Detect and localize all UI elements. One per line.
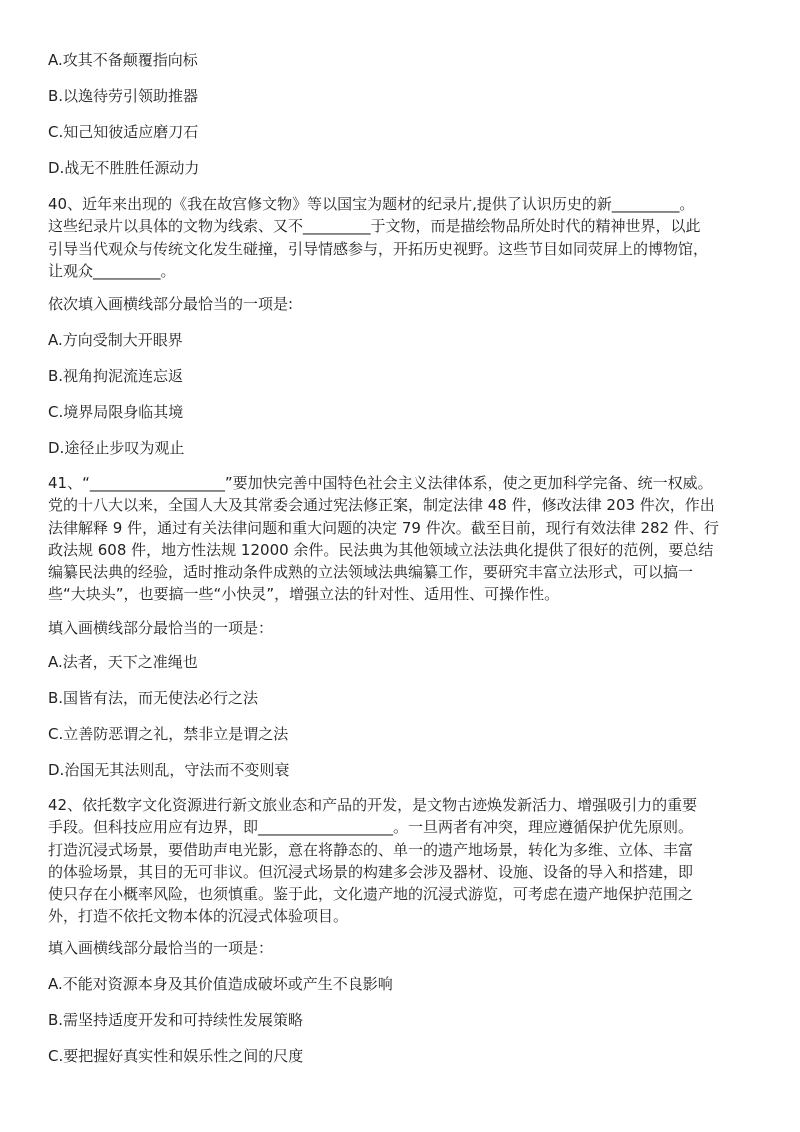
q41-stem (48, 472, 762, 606)
q40-option-d: D.途径止步叹为观止 (48, 439, 185, 457)
q40-stem (48, 193, 762, 282)
q41-stem-line: 41、“__________________”要加快完善中国特色社会主义法律体系，使之更加科学完备、统一权威。 (48, 474, 713, 492)
q42-prompt: 填入画横线部分最恰当的一项是： (48, 939, 274, 957)
q41-option-a: A.法者，天下之准绳也 (48, 653, 198, 671)
q40-stem-line: 让观众_________。 (48, 261, 176, 280)
q41-stem-line: 编纂民法典的经验，适时推动条件成熟的立法领域法典编纂工作，要研究丰富立法形式，可以搞一 (48, 563, 694, 582)
q41-stem-line: 政法规 608 件，地方性法规 12000 余件。民法典为其他领域立法法典化提供了很好的范例，要总结 (48, 540, 714, 559)
q40-stem-line: 引导当代观众与传统文化发生碰撞，引导情感参与，开拓历史视野。这些节目如同荧屏上的博物馆， (48, 239, 709, 258)
q40-stem-line: 这些纪录片以具体的文物为线索、又不_________于文物，而是描绘物品所处时代的精神世界，以此 (48, 217, 701, 236)
q39-option-c: C.知己知彼适应磨刀石 (48, 123, 199, 141)
q40-option-a: A.方向受制大开眼界 (48, 331, 183, 349)
q42-stem-line: 的体验场景，其目的无可非议。但沉浸式场景的构建多会涉及器材、设施、设备的导入和搭建，即 (48, 862, 694, 881)
q42-stem-line: 使只存在小概率风险，也须慎重。鉴于此，文化遗产地的沉浸式游览，可考虑在遗产地保护范围之 (48, 885, 694, 904)
q41-stem-line: 党的十八大以来，全国人大及其常委会通过宪法修正案，制定法律 48 件，修改法律 203 件次，作出 (48, 496, 715, 515)
q41-prompt: 填入画横线部分最恰当的一项是： (48, 619, 274, 637)
q42-stem-line: 42、依托数字文化资源进行新文旅业态和产品的开发，是文物古迹焕发新活力、增强吸引力的重要 (48, 796, 698, 814)
q42-stem (48, 794, 762, 928)
q41-stem-line: 些“大块头”，也要搞一些“小快灵”，增强立法的针对性、适用性、可操作性。 (48, 585, 560, 604)
q39-option-a: A.攻其不备颠覆指向标 (48, 51, 198, 69)
q40-option-b: B.视角拘泥流连忘返 (48, 367, 184, 385)
q40-option-c: C.境界局限身临其境 (48, 403, 184, 421)
q41-stem-line: 法律解释 9 件，通过有关法律问题和重大问题的决定 79 件次。截至目前，现行有效法律 282 件、行 (48, 518, 719, 537)
q39-option-b: B.以逸待劳引领助推器 (48, 87, 199, 105)
q41-option-b: B.国皆有法，而无使法必行之法 (48, 689, 259, 707)
q42-stem-line: 手段。但科技应用应有边界，即__________________。一旦两者有冲突，理应遵循保护优先原则。 (48, 818, 694, 837)
q41-option-c: C.立善防恶谓之礼，禁非立是谓之法 (48, 725, 289, 743)
q39-option-d: D.战无不胜胜任源动力 (48, 159, 200, 177)
q40-prompt: 依次填入画横线部分最恰当的一项是: (48, 295, 294, 313)
q42-stem-line: 外，打造不依托文物本体的沉浸式体验项目。 (48, 907, 349, 926)
q42-option-b: B.需坚持适度开发和可持续性发展策略 (48, 1011, 304, 1029)
q40-stem-line: 40、近年来出现的《我在故宫修文物》等以国宝为题材的纪录片,提供了认识历史的新_________。 (48, 195, 695, 213)
q42-option-c: C.要把握好真实性和娱乐性之间的尺度 (48, 1047, 304, 1065)
q42-stem-line: 打造沉浸式场景，要借助声电光影，意在将静态的、单一的遗产地场景，转化为多维、立体、丰富 (48, 840, 694, 859)
q42-option-a: A.不能对资源本身及其价值造成破坏或产生不良影响 (48, 975, 393, 993)
q41-option-d: D.治国无其法则乱，守法而不变则衰 (48, 761, 290, 779)
